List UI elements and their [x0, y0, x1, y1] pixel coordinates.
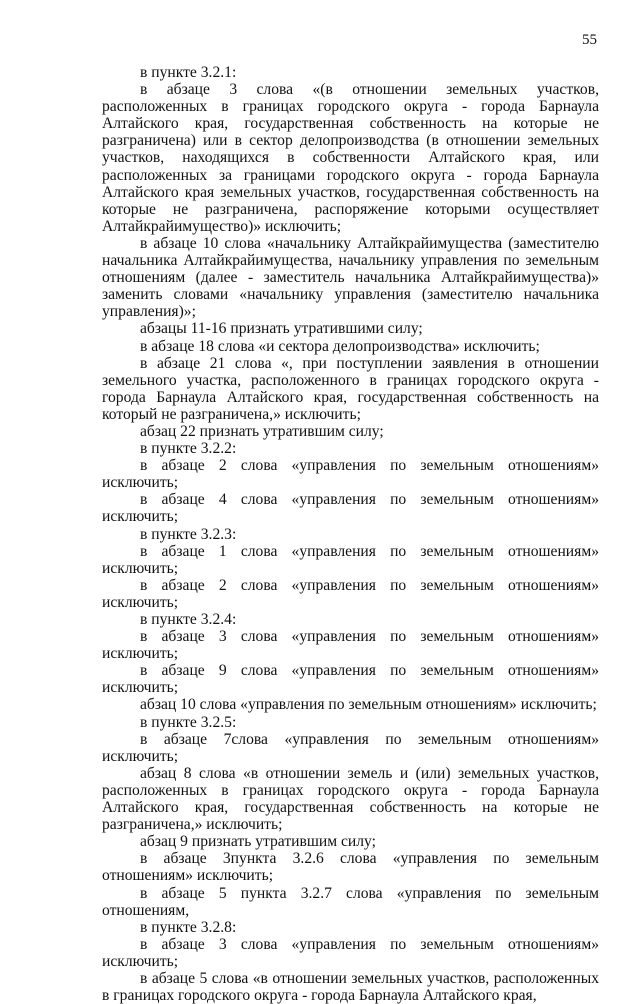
paragraph: абзац 22 признать утратившим силу;	[140, 422, 384, 440]
paragraph: в абзаце 2 слова «управления по земельным отношениям» исключить;	[102, 576, 599, 611]
paragraph: в абзаце 10 слова «начальнику Алтайкрайимущества (заместителю начальника Алтайкрайимущества, начальнику управления по земельным отношениям (далее - заместитель начальника Алтайкрайимущества)» заменить словами «начальнику управления (заместителю начальника управления)»;	[102, 234, 599, 321]
paragraph: в абзаце 3 слова «управления по земельным отношениям» исключить;	[102, 935, 599, 970]
paragraph: в абзаце 21 слова «, при поступлении заявления в отношении земельного участка, расположенного в границах городского округа - города Барнаула Алтайского края, государственная собственность на который не разграничена,» исключить;	[102, 354, 599, 423]
paragraph: в пункте 3.2.1:	[140, 64, 237, 81]
paragraph: абзац 10 слова «управления по земельным отношениям» исключить;	[140, 696, 597, 714]
paragraph: абзацы 11-16 признать утратившими силу;	[140, 320, 423, 338]
paragraph: в пункте 3.2.5:	[140, 713, 237, 731]
paragraph: в абзаце 18 слова «и сектора делопроизводства» исключить;	[140, 337, 540, 355]
paragraph: в абзаце 3пункта 3.2.6 слова «управления по земельным отношениям» исключить;	[102, 850, 599, 885]
paragraph: абзац 8 слова «в отношении земель и (или) земельных участков, расположенных в границах городского округа - города Барнаула Алтайского края, государственная собственность на которые не разграничена,» исключить;	[102, 764, 599, 834]
document-body	[102, 64, 599, 1004]
paragraph: в абзаце 9 слова «управления по земельным отношениям» исключить;	[102, 662, 599, 697]
paragraph: в абзаце 3 слова «управления по земельным отношениям» исключить;	[102, 628, 599, 663]
paragraph: абзац 9 признать утратившим силу;	[140, 833, 376, 851]
paragraph: в абзаце 1 слова «управления по земельным отношениям» исключить;	[102, 542, 599, 577]
paragraph: в пункте 3.2.8:	[140, 918, 237, 936]
paragraph: в абзаце 5 пункта 3.2.7 слова «управления по земельным отношениям,	[102, 884, 599, 919]
paragraph: в пункте 3.2.2:	[140, 440, 237, 458]
paragraph: в абзаце 7слова «управления по земельным отношениям» исключить;	[102, 730, 599, 765]
paragraph: в пункте 3.2.4:	[140, 611, 237, 628]
paragraph: в абзаце 3 слова «(в отношении земельных участков, расположенных в границах городского округа - города Барнаула Алтайского края, государственная собственность на которые не разграничена) или в сектор делопроизводства (в отношении земельных участков, находящихся в собственности Алтайского края, или расположенных за границами городского округа - города Барнаула Алтайского края земельных участков, государственная собственность на которые не разграничена, распоряжение которыми осуществляет Алтайкрайимущество)» исключить;	[102, 81, 599, 235]
paragraph: в абзаце 5 слова «в отношении земельных участков, расположенных в границах городского округа - города Барнаула Алтайского края,	[102, 969, 599, 1004]
paragraph: в абзаце 2 слова «управления по земельным отношениям» исключить;	[102, 457, 599, 492]
page-number: 55	[582, 32, 597, 48]
paragraph: в пункте 3.2.3:	[140, 525, 237, 543]
paragraph: в абзаце 4 слова «управления по земельным отношениям» исключить;	[102, 491, 599, 526]
